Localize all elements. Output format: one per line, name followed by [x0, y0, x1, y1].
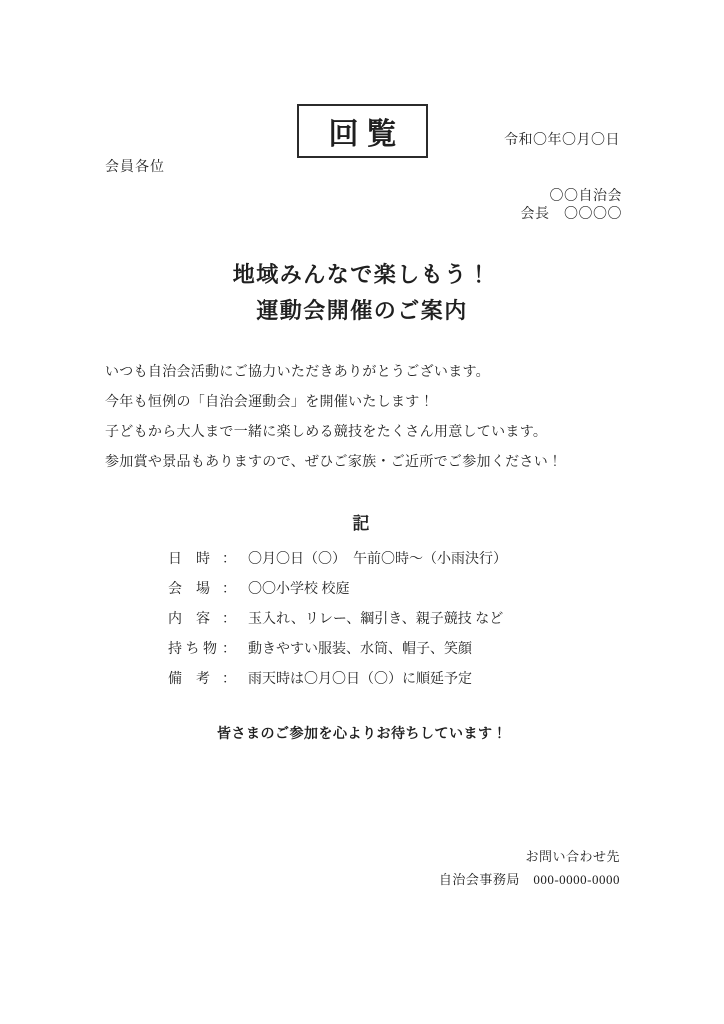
title-line-2: 運動会開催のご案内 [256, 298, 468, 323]
title-line-1: 地域みんなで楽しもう！ [232, 262, 492, 287]
details-list [168, 545, 507, 695]
detail-row-venue [168, 575, 507, 605]
closing-message: 皆さまのご参加を心よりお待ちしています！ [217, 725, 507, 741]
detail-label: 日 時 [168, 552, 210, 567]
body-line-2: 今年も恒例の「自治会運動会」を開催いたします！ [105, 393, 434, 409]
detail-label: 持 ち 物 [168, 642, 217, 657]
detail-label: 会 場 [168, 582, 210, 597]
detail-value: 玉入れ、リレー、綱引き、親子競技 など [248, 612, 504, 627]
kairan-stamp-label: 回覧 [328, 118, 405, 151]
body-paragraphs [105, 356, 562, 476]
contact-heading: お問い合わせ先 [525, 849, 620, 864]
body-line-4: 参加賞や景品もありますので、ぜひご家族・ご近所でご参加ください！ [105, 453, 563, 469]
detail-row-remarks [168, 665, 507, 695]
detail-separator: ： [222, 642, 236, 657]
detail-row-contents [168, 605, 507, 635]
detail-value: 雨天時は〇月〇日（〇）に順延予定 [248, 672, 472, 687]
detail-value: 〇〇小学校 校庭 [248, 582, 350, 597]
detail-row-datetime [168, 545, 507, 575]
contact-info: 自治会事務局 000-0000-0000 [438, 872, 620, 887]
record-heading: 記 [352, 514, 372, 533]
sender-person: 会長 〇〇〇〇 [520, 205, 622, 221]
detail-separator: ： [222, 582, 236, 597]
body-line-1: いつも自治会活動にご協力いただきありがとうございます。 [105, 363, 490, 379]
detail-separator: ： [222, 552, 236, 567]
detail-label: 内 容 [168, 612, 210, 627]
detail-value: 〇月〇日（〇） 午前〇時～（小雨決行） [248, 552, 507, 567]
addressee: 会員各位 [105, 158, 165, 174]
kairan-stamp-box [297, 104, 428, 158]
contact-block [439, 845, 620, 891]
detail-label: 備 考 [168, 672, 210, 687]
document-title [0, 257, 724, 329]
body-line-3: 子どもから大人まで一緒に楽しめる競技をたくさん用意しています。 [105, 423, 548, 439]
issue-date: 令和〇年〇月〇日 [504, 131, 620, 147]
detail-separator: ： [222, 612, 236, 627]
detail-value: 動きやすい服装、水筒、帽子、笑顔 [248, 642, 472, 657]
detail-separator: ： [222, 672, 236, 687]
detail-row-belongings [168, 635, 507, 665]
sender-block [521, 186, 623, 222]
sender-organization: 〇〇自治会 [549, 187, 622, 203]
